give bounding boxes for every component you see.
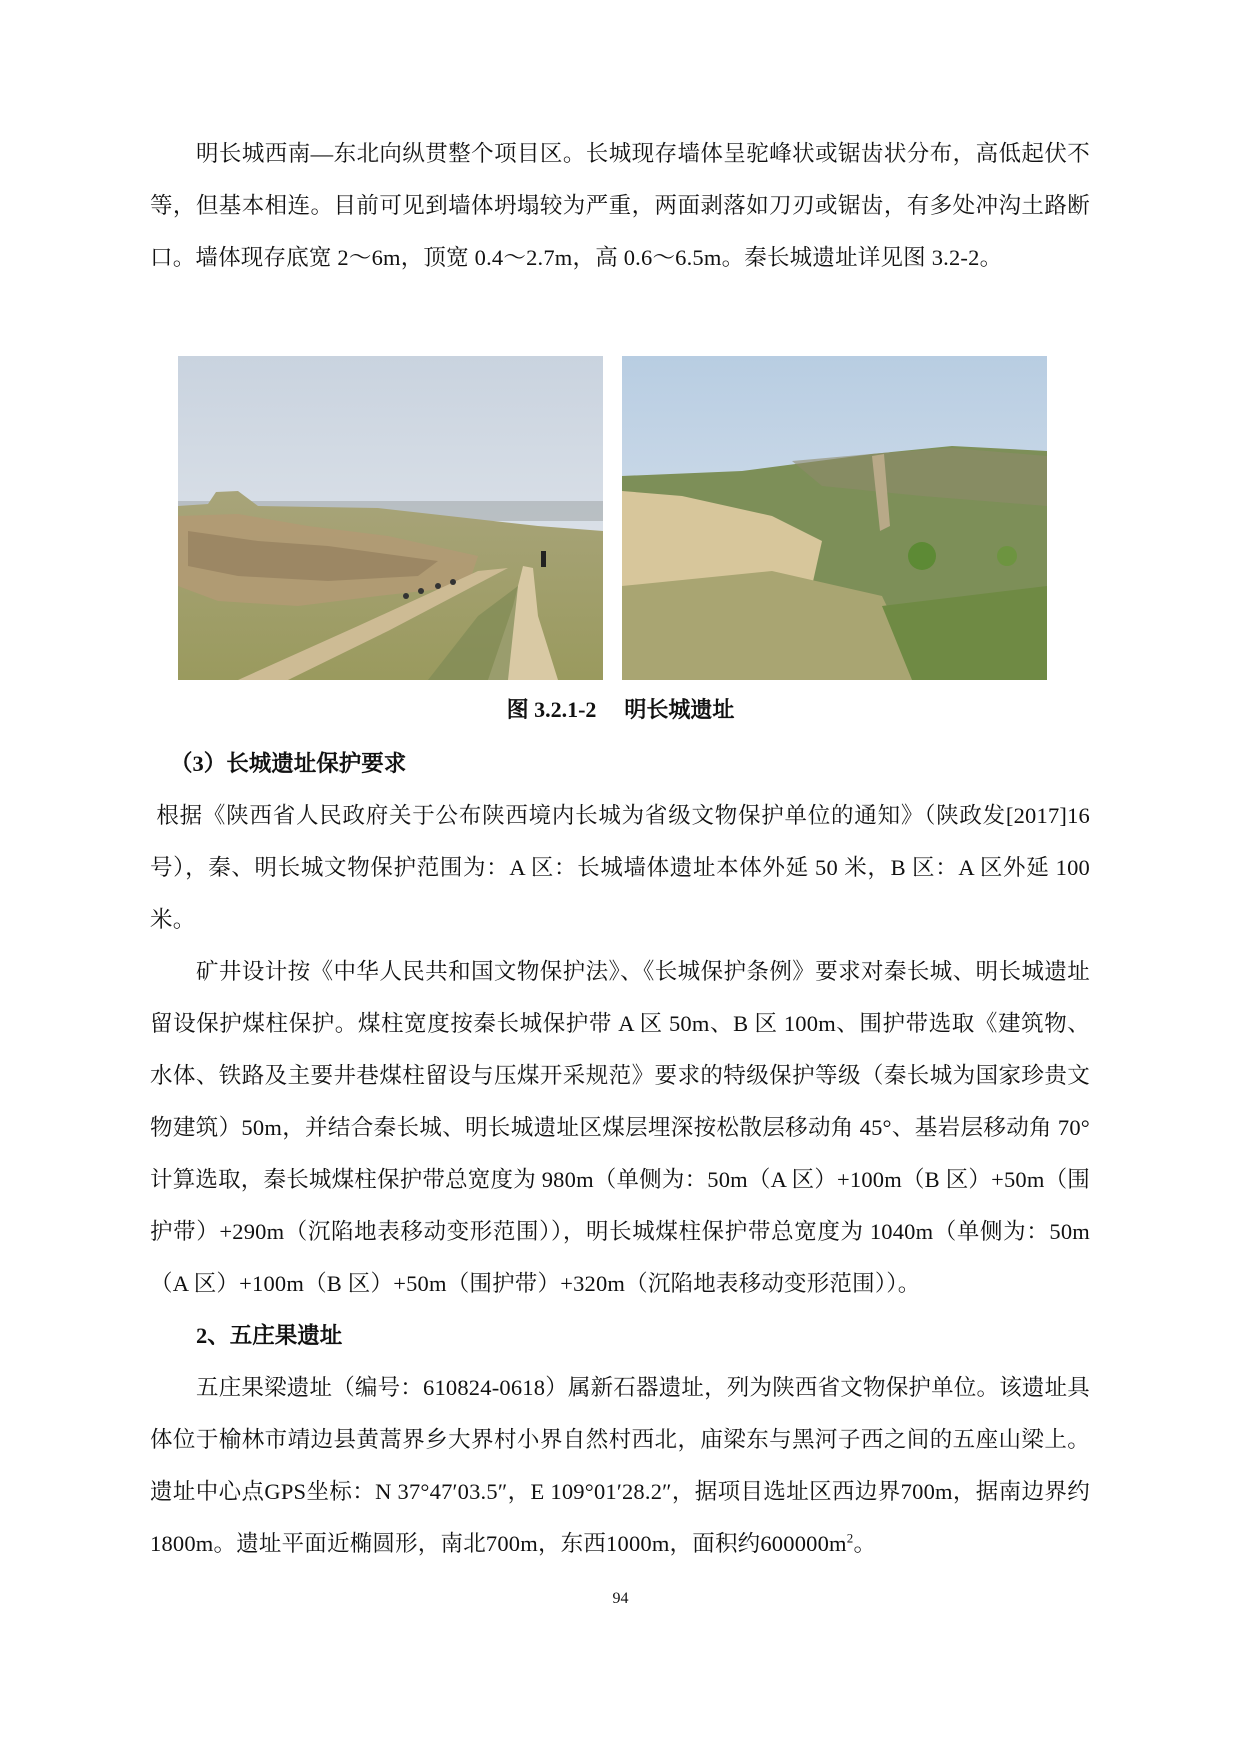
section-heading-wuzhuangguo-site: 2、五庄果遗址 — [196, 1323, 343, 1348]
paragraph-wuzhuangguo-end: 。 — [853, 1531, 877, 1556]
landscape-photo-2 — [622, 356, 1047, 680]
figure-caption — [0, 690, 1241, 730]
paragraph-wuzhuangguo-text: 五庄果梁遗址（编号：610824-0618）属新石器遗址，列为陕西省文物保护单位。该遗址具体位于榆林市靖边县黄蒿界乡大界村小界自然村西北，庙梁东与黑河子西之间的五座山梁上。遗址中心点GPS坐标：N 37°47′03.5″，E 109°01′28.2″，据项目选址区西边界700m，据南边界约1800m。遗址平面近椭圆形，南北700m，东西1000m，面积约600000m — [150, 1375, 1090, 1556]
landscape-photo-1 — [178, 356, 603, 680]
figure-title: 明长城遗址 — [624, 697, 735, 722]
page-number: 94 — [612, 1590, 629, 1607]
paragraph-protection-notice-text: 根据《陕西省人民政府关于公布陕西境内长城为省级文物保护单位的通知》（陕政发[2017]16 号），秦、明长城文物保护范围为：A 区：长城墙体遗址本体外延 50 米，B 区：A 区外延 100 米。 — [150, 803, 1090, 932]
figure-label: 图 3.2.1-2 — [506, 697, 597, 722]
photo-ming-wall-close-view — [622, 356, 1047, 680]
photo-ming-wall-distant-view — [178, 356, 603, 680]
paragraph-coal-pillar-design: 矿井设计按《中华人民共和国文物保护法》、《长城保护条例》要求对秦长城、明长城遗址留设保护煤柱保护。煤柱宽度按秦长城保护带 A 区 50m、B 区 100m、围护带选取《建筑物、水体、铁路及主要井巷煤柱留设与压煤开采规范》要求的特级保护等级（秦长城为国家珍贵文物建筑）50m，并结合秦长城、明长城遗址区煤层埋深按松散层移动角 45°、基岩层移动角 70°计算选取，秦长城煤柱保护带总宽度为 980m（单侧为：50m（A 区）+100m（B 区）+50m（围护带）+290m（沉陷地表移动变形范围）），明长城煤柱保护带总宽度为 1040m（单侧为：50m（A 区）+100m（B 区）+50m（围护带）+320m（沉陷地表移动变形范围））。 — [150, 959, 1090, 1296]
section-heading-wall-protection-requirements: （3）长城遗址保护要求 — [170, 751, 407, 776]
paragraph-wuzhuangguo-site — [150, 1362, 1090, 1570]
paragraph-ming-great-wall-description: 明长城西南—东北向纵贯整个项目区。长城现存墙体呈驼峰状或锯齿状分布，高低起伏不等，但基本相连。目前可见到墙体坍塌较为严重，两面剥落如刀刃或锯齿，有多处冲沟土路断口。墙体现存底宽 2～6m，顶宽 0.4～2.7m，高 0.6～6.5m。秦长城遗址详见图 3.2-2。 — [150, 141, 1090, 270]
superscript-squared: 2 — [846, 1530, 854, 1546]
paragraph-protection-notice — [150, 790, 1090, 946]
